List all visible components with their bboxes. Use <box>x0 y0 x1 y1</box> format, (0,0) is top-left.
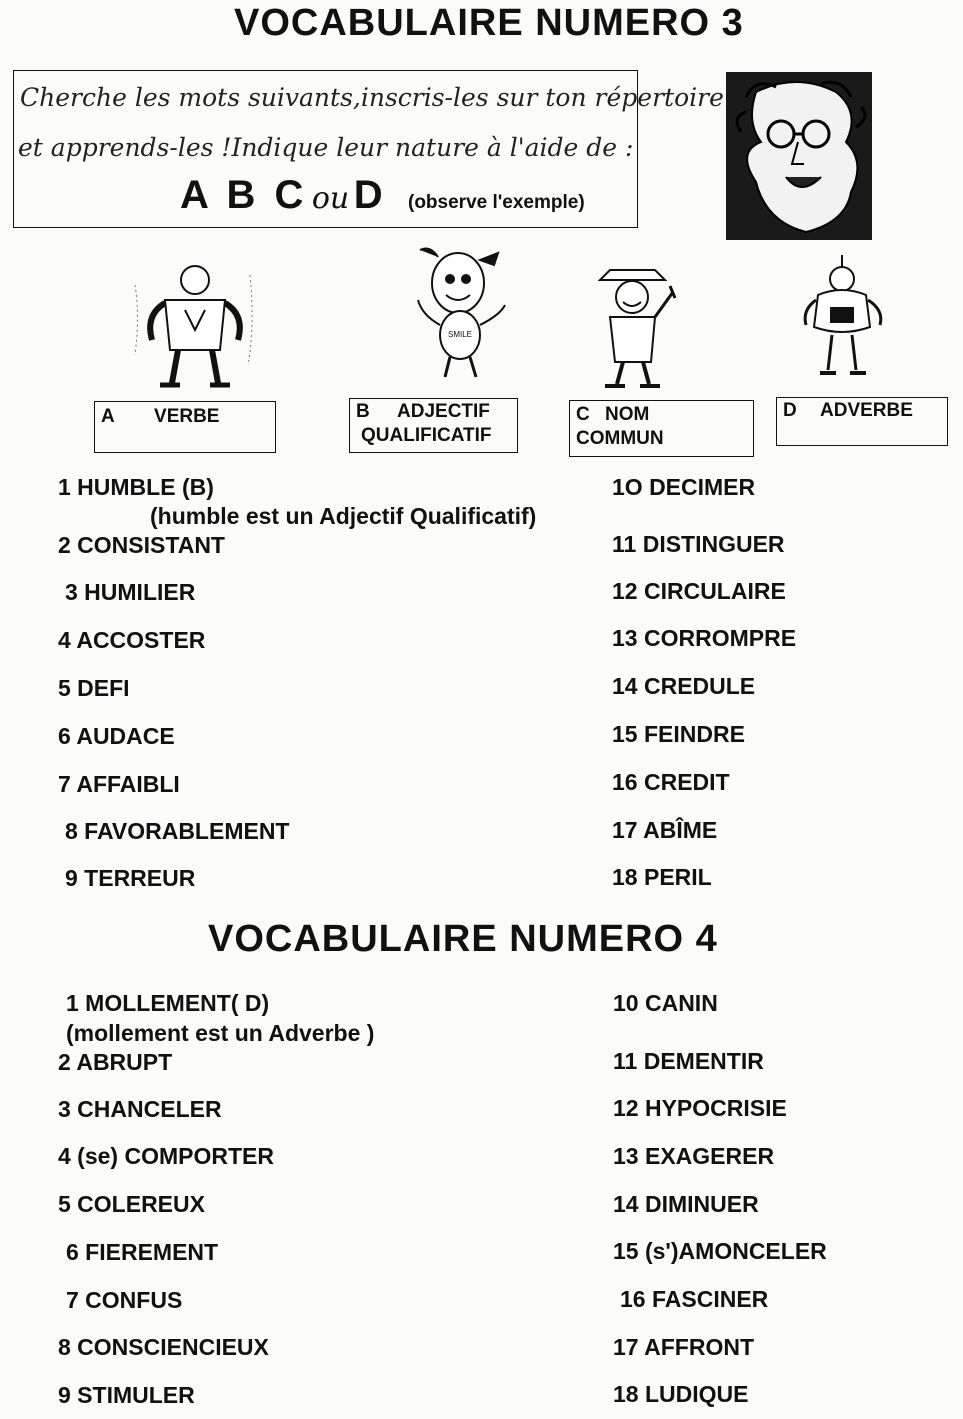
list-item: 13 EXAGERER <box>613 1143 775 1169</box>
instruction-line-2: et apprends-les !Indique leur nature à l'aide de : <box>18 133 634 162</box>
category-d-label: ADVERBE <box>820 400 913 421</box>
list-item: 4 ACCOSTER <box>58 627 206 653</box>
category-a-label: VERBE <box>154 406 220 427</box>
category-box-b <box>349 398 518 453</box>
letters-ou: ou <box>311 181 350 216</box>
robot-icon <box>798 255 888 390</box>
list-item: 14 DIMINUER <box>613 1191 759 1217</box>
letters-line <box>180 173 387 218</box>
list-item: 1O DECIMER <box>612 474 756 500</box>
list-item: 1 HUMBLE (B) <box>58 474 214 500</box>
list-item: 7 AFFAIBLI <box>58 771 180 797</box>
list-item: 17 ABÎME <box>612 817 718 843</box>
list-item: 15 FEINDRE <box>612 721 745 747</box>
list-item: 3 HUMILIER <box>65 579 196 605</box>
list-item: 6 FIEREMENT <box>66 1239 219 1265</box>
category-b-label-2: QUALIFICATIF <box>361 425 492 446</box>
list-item: 2 ABRUPT <box>58 1049 173 1075</box>
list-item: 15 (s')AMONCELER <box>613 1238 827 1264</box>
strongman-icon <box>130 255 260 395</box>
category-c-code: C <box>576 404 590 425</box>
list-item: 9 TERREUR <box>65 865 196 891</box>
category-b-label-1: ADJECTIF <box>397 401 490 422</box>
list-item: 6 AUDACE <box>58 723 175 749</box>
page-title-vocabulaire-4: VOCABULAIRE NUMERO 4 <box>208 918 718 960</box>
instruction-hint: (observe l'exemple) <box>408 192 585 213</box>
list-item: 12 HYPOCRISIE <box>613 1095 787 1121</box>
list-item-note: (humble est un Adjectif Qualificatif) <box>150 503 537 529</box>
list-item: 8 FAVORABLEMENT <box>65 818 290 844</box>
list-item: 5 DEFI <box>58 675 130 701</box>
category-a-code: A <box>101 406 115 427</box>
list-item: 3 CHANCELER <box>58 1096 222 1122</box>
farmer-icon <box>585 262 680 390</box>
category-box-c <box>569 400 754 457</box>
list-item: 18 PERIL <box>612 864 712 890</box>
category-box-d <box>776 397 948 446</box>
instruction-box <box>13 70 724 228</box>
cartoon-kid-icon <box>410 245 515 385</box>
list-item: 9 STIMULER <box>58 1382 195 1408</box>
list-item: 7 CONFUS <box>66 1287 183 1313</box>
list-item: 12 CIRCULAIRE <box>612 578 786 604</box>
list-item: 8 CONSCIENCIEUX <box>58 1334 269 1360</box>
list-item-note: (mollement est un Adverbe ) <box>66 1020 375 1046</box>
list-item: 16 CREDIT <box>612 769 730 795</box>
page-title-vocabulaire-3: VOCABULAIRE NUMERO 3 <box>234 2 744 44</box>
list-item: 10 CANIN <box>613 990 718 1016</box>
category-c-label-2: COMMUN <box>576 428 664 449</box>
category-box-a <box>94 401 276 453</box>
category-d-code: D <box>783 400 797 421</box>
list-item: 14 CREDULE <box>612 673 756 699</box>
list-item: 11 DISTINGUER <box>612 531 785 557</box>
list-item: 2 CONSISTANT <box>58 532 225 558</box>
list-item: 5 COLEREUX <box>58 1191 205 1217</box>
category-b-code: B <box>356 401 370 422</box>
list-item: 16 FASCINER <box>620 1286 769 1312</box>
list-item: 4 (se) COMPORTER <box>58 1143 274 1169</box>
list-item: 17 AFFRONT <box>613 1334 754 1360</box>
teacher-portrait-icon <box>726 72 872 240</box>
list-item: 1 MOLLEMENT( D) <box>66 990 270 1016</box>
letters-abc: A B C <box>180 173 308 217</box>
svg-text:SMILE: SMILE <box>448 330 473 339</box>
category-c-label-1: NOM <box>605 404 650 425</box>
list-item: 18 LUDIQUE <box>613 1381 749 1407</box>
instruction-line-1: Cherche les mots suivants,inscris-les sur ton répertoire <box>20 83 724 112</box>
letters-d: D <box>353 173 387 217</box>
list-item: 13 CORROMPRE <box>612 625 797 651</box>
list-item: 11 DEMENTIR <box>613 1048 764 1074</box>
